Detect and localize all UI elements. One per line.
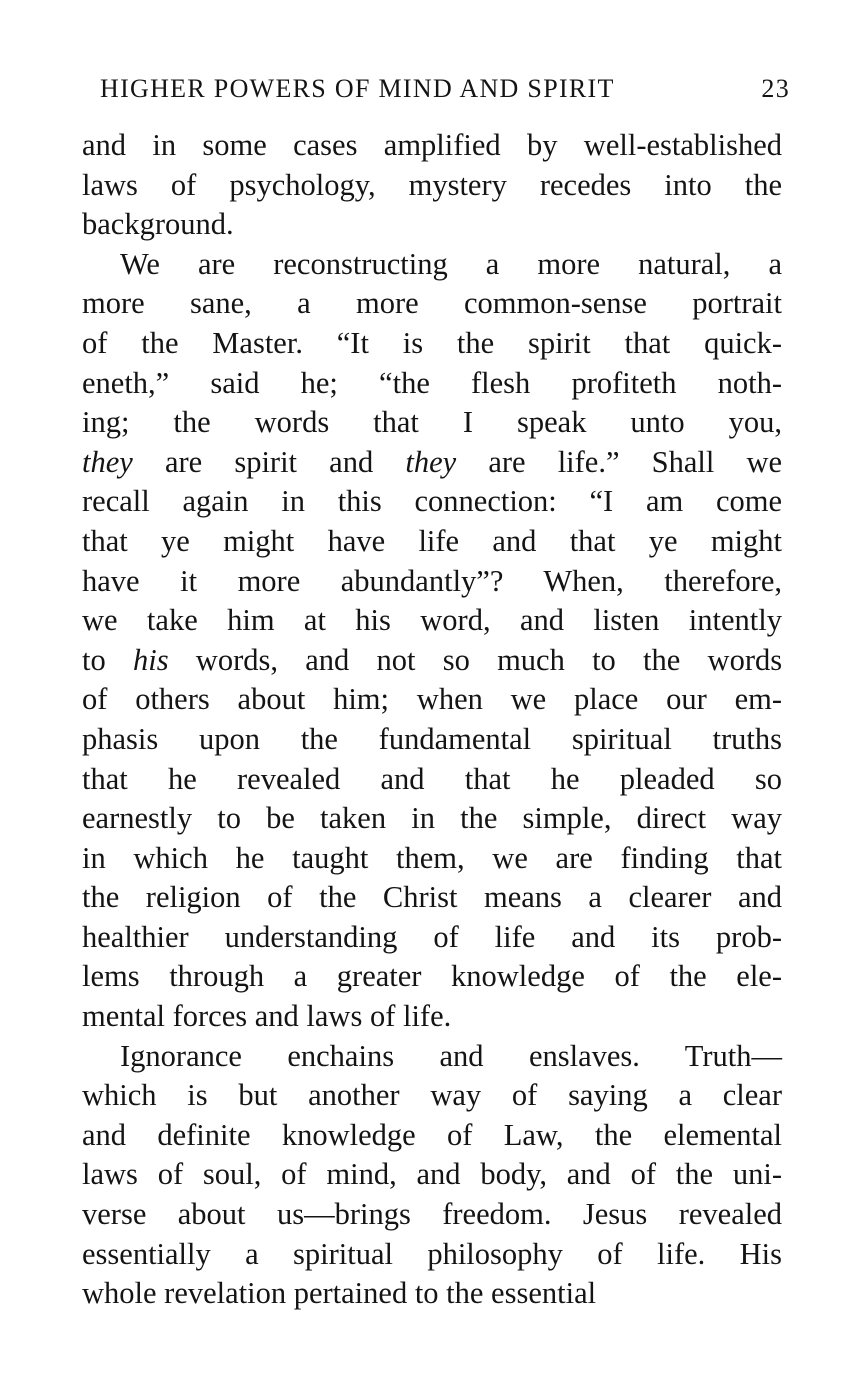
text-line: essentially a spiritual philosophy of life. His — [82, 1236, 782, 1271]
body-text — [82, 126, 782, 1314]
text-line: laws of psychology, mystery recedes into the — [82, 167, 782, 202]
text-line: and definite knowledge of Law, the elemental — [82, 1117, 782, 1152]
text-line: ing; the words that I speak unto you, — [82, 405, 782, 440]
text-line: recall again in this connection: “I am come — [82, 484, 782, 519]
page-number: 23 — [761, 74, 790, 103]
text-line: we take him at his word, and listen intently — [82, 603, 782, 638]
text-line: whole revelation pertained to the essential — [82, 1276, 597, 1311]
text-line: the religion of the Christ means a clearer and — [82, 880, 782, 915]
text-line: that ye might have life and that ye might — [82, 523, 782, 558]
text-line: Ignorance enchains and enslaves. Truth— — [120, 1038, 782, 1073]
paragraph — [82, 1037, 782, 1314]
text-line: earnestly to be taken in the simple, direct way — [82, 801, 782, 836]
text-line: that he revealed and that he pleaded so — [82, 761, 782, 796]
text-line: in which he taught them, we are finding that — [82, 840, 782, 875]
text-line: lems through a greater knowledge of the ele- — [82, 959, 782, 994]
text-line: of the Master. “It is the spirit that quick- — [82, 325, 782, 360]
paragraph — [82, 126, 782, 245]
text-line: have it more abundantly”? When, therefore, — [82, 563, 782, 598]
text-line: phasis upon the fundamental spiritual truths — [82, 721, 782, 756]
text-line: mental forces and laws of life. — [82, 999, 452, 1034]
text-line: they are spirit and they are life.” Shall we — [82, 444, 783, 479]
text-line: to his words, and not so much to the words — [82, 642, 783, 677]
running-title: HIGHER POWERS OF MIND AND SPIRIT — [100, 74, 615, 103]
text-line: more sane, a more common-sense portrait — [82, 286, 782, 321]
text-line: eneth,” said he; “the flesh profiteth noth- — [82, 365, 782, 400]
text-line: and in some cases amplified by well-established — [82, 128, 782, 162]
text-line: of others about him; when we place our em- — [82, 682, 782, 717]
running-header — [100, 74, 790, 108]
text-line: which is but another way of saying a clear — [82, 1078, 782, 1113]
paragraph — [82, 245, 782, 1037]
text-line: healthier understanding of life and its prob- — [82, 919, 782, 954]
text-line: background. — [82, 207, 234, 242]
text-line: verse about us—brings freedom. Jesus revealed — [82, 1197, 782, 1232]
text-line: We are reconstructing a more natural, a — [120, 246, 782, 281]
text-line: laws of soul, of mind, and body, and of the uni- — [82, 1157, 782, 1192]
